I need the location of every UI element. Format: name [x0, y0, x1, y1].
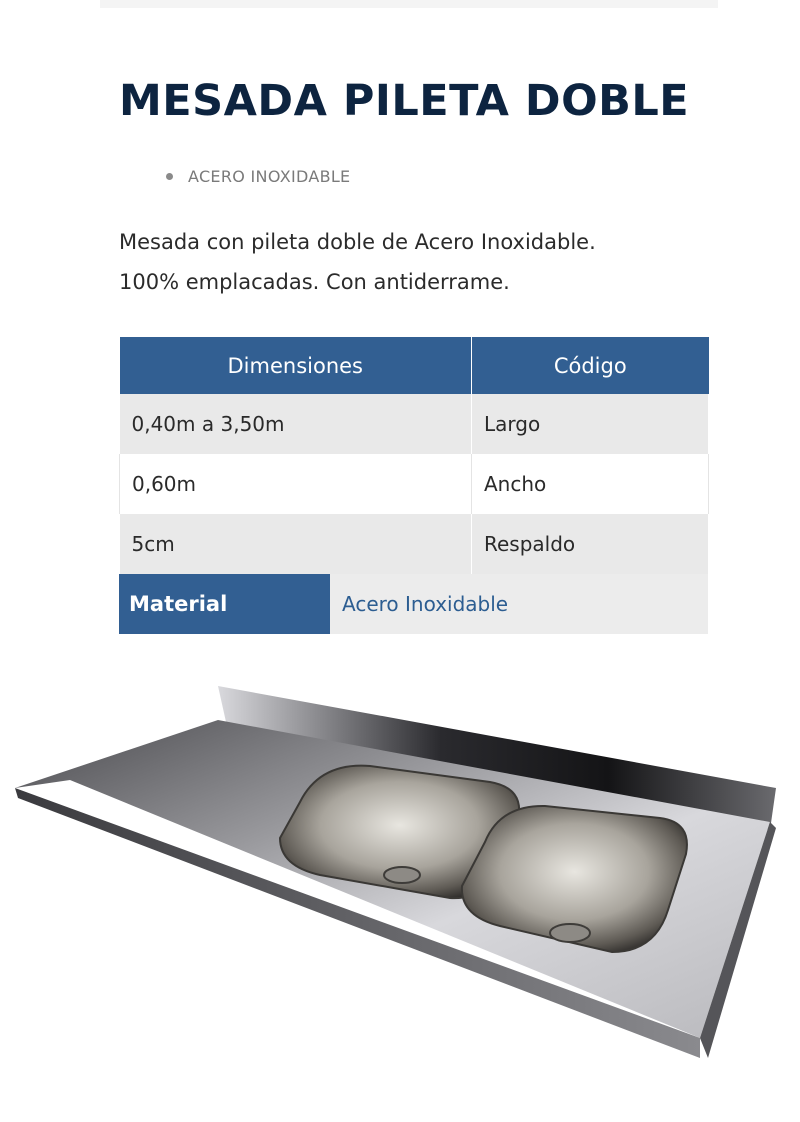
description-line: 100% emplacadas. Con antiderrame. — [119, 270, 510, 294]
page-title: MESADA PILETA DOBLE — [119, 76, 690, 126]
product-image — [0, 670, 800, 1090]
dimension-cell: 0,40m a 3,50m — [120, 394, 472, 454]
material-row — [119, 574, 708, 634]
description-line: Mesada con pileta doble de Acero Inoxidable. — [119, 230, 596, 254]
right-drain-icon — [550, 924, 590, 942]
bullet-icon — [166, 173, 173, 180]
material-value: Acero Inoxidable — [330, 574, 708, 634]
code-cell: Ancho — [472, 454, 709, 514]
tag-list — [166, 166, 350, 188]
material-label: Material — [119, 574, 330, 634]
table-header-row — [120, 337, 709, 394]
code-cell: Largo — [472, 394, 709, 454]
dimension-cell: 5cm — [120, 514, 472, 574]
spec-table — [119, 337, 709, 574]
tag-label: ACERO INOXIDABLE — [188, 167, 351, 186]
code-cell: Respaldo — [472, 514, 709, 574]
table-row — [120, 514, 709, 574]
tag-item — [166, 166, 350, 188]
product-description — [119, 222, 719, 302]
table-row — [120, 394, 709, 454]
top-strip — [100, 0, 718, 8]
left-drain-icon — [384, 867, 420, 883]
dimension-cell: 0,60m — [120, 454, 472, 514]
table-row — [120, 454, 709, 514]
column-header-codigo: Código — [472, 337, 709, 394]
column-header-dimensiones: Dimensiones — [120, 337, 472, 394]
